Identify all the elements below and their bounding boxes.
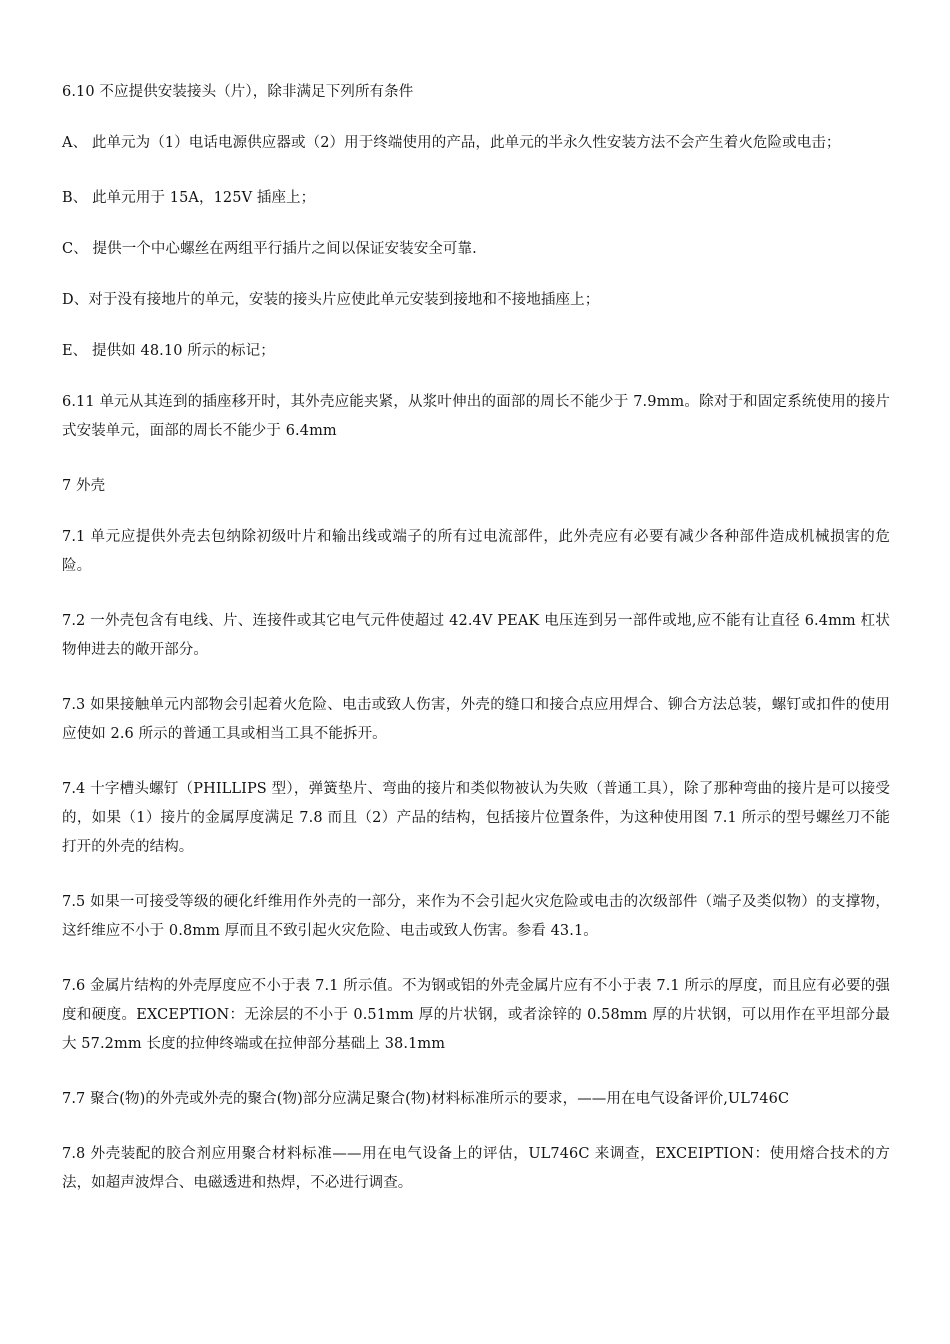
section-heading-7: 7 外壳 (62, 478, 106, 494)
paragraph-7-3: 7.3 如果接触单元内部物会引起着火危险、电击或致人伤害，外壳的缝口和接合点应用焊合、铆合方法总装，螺钉或扣件的使用应使如 2.6 所示的普通工具或相当工具不能拆开。 (62, 697, 890, 742)
paragraph-6-10-e: E、 提供如 48.10 所示的标记； (62, 343, 275, 359)
paragraph-7-7: 7.7 聚合(物)的外壳或外壳的聚合(物)部分应满足聚合(物)材料标准所示的要求，——用在电气设备评价,UL746C (62, 1091, 790, 1107)
paragraph-6-10-b: B、 此单元用于 15A，125V 插座上； (62, 190, 316, 206)
paragraph-6-11: 6.11 单元从其连到的插座移开时，其外壳应能夹紧，从浆叶伸出的面部的周长不能少于 7.9mm。除对于和固定系统使用的接片式安装单元，面部的周长不能少于 6.4mm (62, 394, 890, 439)
paragraph-6-10-c: C、 提供一个中心螺丝在两组平行插片之间以保证安装安全可靠. (62, 241, 477, 257)
paragraph-7-2: 7.2 一外壳包含有电线、片、连接件或其它电气元件使超过 42.4V PEAK 电压连到另一部件或地,应不能有让直径 6.4mm 杠状物伸进去的敞开部分。 (62, 613, 890, 658)
paragraph-7-8: 7.8 外壳装配的胶合剂应用聚合材料标准——用在电气设备上的评估，UL746C 来调查，EXCEIPTION：使用熔合技术的方法，如超声波焊合、电磁透进和热焊，不必进行调查。 (62, 1146, 890, 1191)
paragraph-7-6: 7.6 金属片结构的外壳厚度应不小于表 7.1 所示值。不为钢或铝的外壳金属片应有不小于表 7.1 所示的厚度，而且应有必要的强度和硬度。EXCEPTION：无涂层的不小于 0.51mm 厚的片状钢，或者涂锌的 0.58mm 厚的片状钢，可以用作在平坦部分最大 57.2mm 长度的拉伸终端或在拉伸部分基础上 38.1mm (62, 978, 890, 1052)
paragraph-6-10-d: D、对于没有接地片的单元，安装的接头片应使此单元安装到接地和不接地插座上； (62, 292, 600, 308)
paragraph-7-4: 7.4 十字槽头螺钉（PHILLIPS 型），弹簧垫片、弯曲的接片和类似物被认为失败（普通工具），除了那种弯曲的接片是可以接受的，如果（1）接片的金属厚度满足 7.8 而且（2）产品的结构，包括接片位置条件，为这种使用图 7.1 所示的型号螺丝刀不能打开的外壳的结构。 (62, 781, 890, 855)
paragraph-7-1: 7.1 单元应提供外壳去包纳除初级叶片和输出线或端子的所有过电流部件，此外壳应有必要有减少各种部件造成机械损害的危险。 (62, 529, 890, 574)
paragraph-6-10: 6.10 不应提供安装接头（片），除非满足下列所有条件 (62, 84, 414, 100)
document-page (62, 78, 890, 1224)
paragraph-6-10-a: A、 此单元为（1）电话电源供应器或（2）用于终端使用的产品，此单元的半永久性安装方法不会产生着火危险或电击； (62, 135, 841, 151)
paragraph-7-5: 7.5 如果一可接受等级的硬化纤维用作外壳的一部分，来作为不会引起火灾危险或电击的次级部件（端子及类似物）的支撑物，这纤维应不小于 0.8mm 厚而且不致引起火灾危险、电击或致人伤害。参看 43.1。 (62, 894, 890, 939)
